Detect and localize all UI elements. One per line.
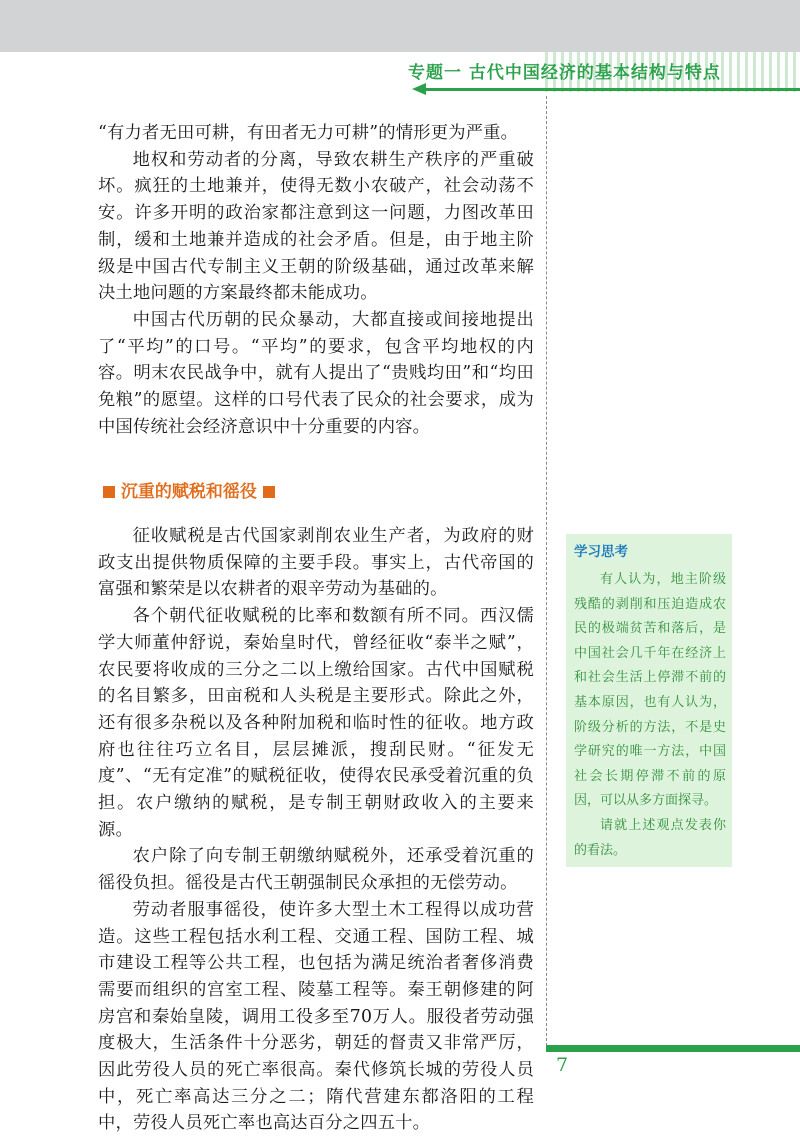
- top-text-block: [98, 120, 534, 440]
- header-rule: [425, 88, 800, 91]
- study-thinking-box: [566, 534, 732, 867]
- sidebox-body: [574, 568, 726, 863]
- column-divider: [546, 96, 547, 1046]
- section-heading: [103, 477, 275, 502]
- paragraph: 征收赋税是古代国家剥削农业生产者，为政府的财政支出提供物质保障的主要手段。事实上，古代帝国的富强和繁荣是以农耕者的艰辛劳动为基础的。: [98, 526, 534, 600]
- section-text-block: [98, 523, 534, 1137]
- page-number: 7: [556, 1054, 569, 1076]
- sidebox-paragraph: 有人认为，地主阶级残酷的剥削和压迫造成农民的极端贫苦和落后，是中国社会几千年在经济上和社会生活上停滞不前的基本原因，也有人认为，阶级分析的方法，不是史学研究的唯一方法，中国社会长期停滞不前的原因，可以从多方面探寻。: [574, 572, 726, 809]
- paragraph: 各个朝代征收赋税的比率和数额有所不同。西汉儒学大师董仲舒说，秦始皇时代，曾经征收“泰半之赋”，农民要将收成的三分之二以上缴给国家。古代中国赋税的名目繁多，田亩税和人头税是主要形式。除此之外，还有很多杂税以及各种附加税和临时性的征收。地方政府也往往巧立名目，层层摊派，搜刮民财。“征发无度”、“无有定准”的赋税征收，使得农民承受着沉重的负担。农户缴纳的赋税，是专制王朝财政收入的主要来源。: [98, 606, 534, 840]
- paragraph: 农户除了向专制王朝缴纳赋税外，还承受着沉重的徭役负担。徭役是古代王朝强制民众承担的无偿劳动。: [98, 846, 534, 894]
- heading-square-icon: [263, 486, 275, 498]
- sidebox-paragraph: 请就上述观点发表你的看法。: [574, 817, 726, 858]
- chapter-title: 专题一 古代中国经济的基本结构与特点: [408, 63, 721, 83]
- paragraph: 中国古代历朝的民众暴动，大都直接或间接地提出了“平均”的口号。“平均”的要求，包含平均地权的内容。明末农民战争中，就有人提出了“贵贱均田”和“均田免粮”的愿望。这样的口号代表了民众的社会要求，成为中国传统社会经济意识中十分重要的内容。: [98, 309, 534, 437]
- header-band: [0, 0, 800, 52]
- section-heading-text: 沉重的赋税和徭役: [120, 482, 257, 502]
- paragraph: 地权和劳动者的分离，导致农耕生产秩序的严重破坏。疯狂的土地兼并，使得无数小农破产，社会动荡不安。许多开明的政治家都注意到这一问题，力图改革田制，缓和土地兼并造成的社会矛盾。但是，由于地主阶级是中国古代专制主义王朝的阶级基础，通过改革来解决土地问题的方案最终都未能成功。: [98, 149, 534, 304]
- footer-bar: [546, 1045, 800, 1052]
- paragraph: “有力者无田可耕，有田者无力可耕”的情形更为严重。: [98, 123, 519, 143]
- sidebox-title: 学习思考: [574, 544, 628, 560]
- paragraph: 劳动者服事徭役，使许多大型土木工程得以成功营造。这些工程包括水利工程、交通工程、国防工程、城市建设工程等公共工程，也包括为满足统治者奢侈消费需要而组织的宫室工程、陵墓工程等。秦王朝修建的阿房宫和秦始皇陵，调用工役多至70万人。服役者劳动强度极大，生活条件十分恶劣，朝廷的督责又非常严厉，因此劳役人员的死亡率很高。秦代修筑长城的劳役人员中，死亡率高达三分之二；隋代营建东都洛阳的工程中，劳役人员死亡率也高达百分之四五十。: [98, 899, 534, 1134]
- header-arrow-icon: [412, 83, 426, 95]
- heading-square-icon: [103, 486, 115, 498]
